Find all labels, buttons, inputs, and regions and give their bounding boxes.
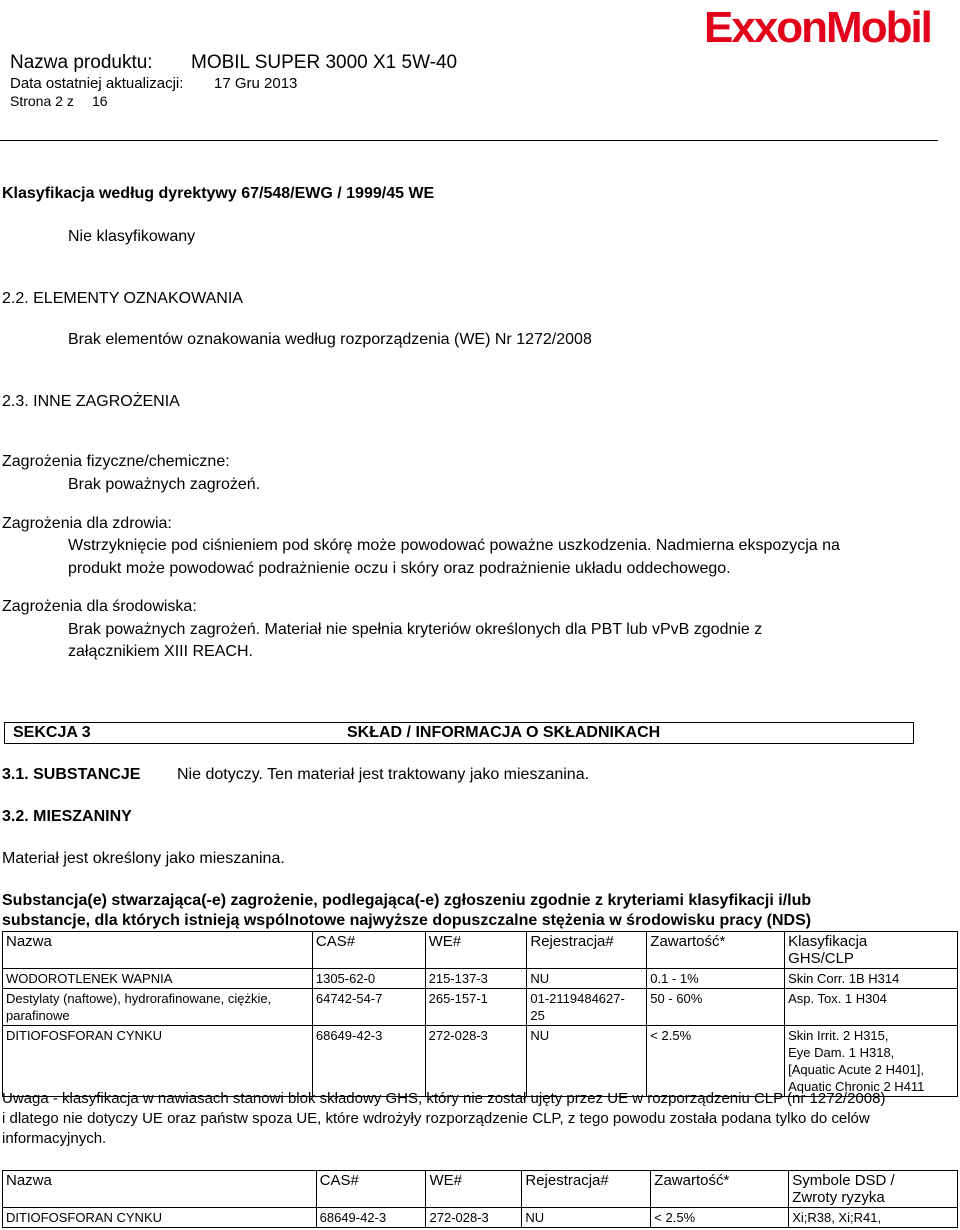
col-header-symbols-line2: Zwroty ryzyka	[792, 1189, 885, 1206]
col-header-symbols-line1: Symbole DSD /	[792, 1172, 895, 1189]
cell-content: 0.1 - 1%	[647, 969, 785, 989]
col-header-name: Nazwa	[3, 1171, 317, 1208]
date-label: Data ostatniej aktualizacji:	[10, 75, 184, 92]
substances-label: 3.1. SUBSTANCJE	[2, 766, 141, 783]
cell-classification: Skin Corr. 1B H314	[785, 969, 958, 989]
col-header-content: Zawartość*	[647, 932, 785, 969]
table-row	[3, 1208, 958, 1228]
table-header-row	[3, 932, 958, 969]
exxonmobil-logo	[702, 0, 960, 54]
cell-cas: 68649-42-3	[316, 1208, 426, 1228]
product-label: Nazwa produktu:	[10, 52, 153, 73]
cell-we: 272-028-3	[425, 1026, 527, 1097]
page-label: Strona 2 z	[10, 93, 74, 109]
product-name: MOBIL SUPER 3000 X1 5W-40	[191, 52, 458, 73]
cell-registration-line2: 25	[530, 1008, 545, 1023]
col-header-we: WE#	[425, 932, 527, 969]
mixture-text: Materiał jest określony jako mieszanina.	[2, 850, 285, 867]
cell-classification-line4: Aquatic Chronic 2 H411	[788, 1079, 925, 1094]
cell-content: < 2.5%	[647, 1026, 785, 1097]
col-header-classification-line2: GHS/CLP	[788, 950, 854, 967]
section-3-header	[4, 722, 914, 744]
env-hazards-label: Zagrożenia dla środowiska:	[2, 598, 197, 615]
health-hazards-label: Zagrożenia dla zdrowia:	[2, 515, 172, 532]
col-header-symbols	[789, 1171, 958, 1208]
cell-name: WODOROTLENEK WAPNIA	[3, 969, 313, 989]
cell-cas: 64742-54-7	[312, 989, 425, 1026]
substances-text: Nie dotyczy. Ten materiał jest traktowany jako mieszanina.	[177, 766, 590, 783]
env-hazards-line1: Brak poważnych zagrożeń. Materiał nie spełnia kryteriów określonych dla PBT lub vPvB zgodnie z	[68, 621, 763, 638]
labels-heading: 2.2. ELEMENTY OZNAKOWANIA	[2, 290, 243, 307]
physical-hazards-text: Brak poważnych zagrożeń.	[68, 476, 261, 493]
logo-wordmark: ExxonMobil	[704, 3, 931, 52]
cell-symbols: Xi;R38, Xi;R41,	[789, 1208, 958, 1228]
hazardous-substances-table	[2, 931, 958, 1097]
table-header-row	[3, 1171, 958, 1208]
labels-text: Brak elementów oznakowania według rozporządzenia (WE) Nr 1272/2008	[68, 331, 592, 348]
env-hazards-line2: załącznikiem XIII REACH.	[68, 643, 253, 660]
classification-value: Nie klasyfikowany	[68, 228, 196, 245]
col-header-cas: CAS#	[312, 932, 425, 969]
physical-hazards-label: Zagrożenia fizyczne/chemiczne:	[2, 453, 230, 470]
cell-we: 272-028-3	[426, 1208, 522, 1228]
page-total: 16	[92, 93, 108, 109]
note-line1: Uwaga - klasyfikacja w nawiasach stanowi blok składowy GHS, który nie został ujęty przez UE w rozporządzeniu CLP (nr 1272/2008)	[2, 1090, 886, 1107]
cell-we: 215-137-3	[425, 969, 527, 989]
table-row	[3, 989, 958, 1026]
col-header-registration: Rejestracja#	[527, 932, 647, 969]
health-hazards-line2: produkt może powodować podrażnienie oczu i skóry oraz podrażnienie układu oddechowego.	[68, 560, 731, 577]
note-line3: informacyjnych.	[2, 1130, 107, 1147]
col-header-registration: Rejestracja#	[522, 1171, 651, 1208]
col-header-classification-line1: Klasyfikacja	[788, 933, 868, 950]
cell-cas: 68649-42-3	[312, 1026, 425, 1097]
cell-classification-line2: Eye Dam. 1 H318,	[788, 1045, 895, 1060]
hazards-heading: 2.3. INNE ZAGROŻENIA	[2, 393, 180, 410]
health-hazards-line1: Wstrzyknięcie pod ciśnieniem pod skórę może powodować poważne uszkodzenia. Nadmierna ekspozycja na	[68, 537, 840, 554]
header-divider	[0, 140, 938, 141]
cell-classification-line1: Skin Irrit. 2 H315,	[788, 1028, 889, 1043]
cell-name-line2: parafinowe	[6, 1008, 70, 1023]
cell-classification	[785, 1026, 958, 1097]
col-header-name: Nazwa	[3, 932, 313, 969]
cell-registration: NU	[527, 969, 647, 989]
cell-cas: 1305-62-0	[312, 969, 425, 989]
cell-registration-line1: 01-2119484627-	[530, 991, 625, 1006]
cell-registration: NU	[527, 1026, 647, 1097]
exxonmobil-logo-graphic	[702, 0, 960, 54]
cell-registration: NU	[522, 1208, 651, 1228]
cell-name	[3, 989, 313, 1026]
cell-content: < 2.5%	[651, 1208, 789, 1228]
note-line2: i dlatego nie dotyczy UE oraz państw spoza UE, które wdrożyły rozporządzenie CLP, z tego powodu została podana tylko do celów	[2, 1110, 870, 1127]
table-row	[3, 969, 958, 989]
cell-classification: Asp. Tox. 1 H304	[785, 989, 958, 1026]
cell-name: DITIOFOSFORAN CYNKU	[3, 1208, 317, 1228]
col-header-we: WE#	[426, 1171, 522, 1208]
cell-registration	[527, 989, 647, 1026]
cell-name-line1: Destylaty (naftowe), hydrorafinowane, ciężkie,	[6, 991, 272, 1006]
mixtures-label: 3.2. MIESZANINY	[2, 808, 132, 825]
col-header-classification	[785, 932, 958, 969]
col-header-cas: CAS#	[316, 1171, 426, 1208]
table-title-line1: Substancja(e) stwarzająca(-e) zagrożenie, podlegająca(-e) zgłoszeniu zgodnie z kryteriami klasyfikacji i/lub	[2, 892, 812, 909]
section-title: SKŁAD / INFORMACJA O SKŁADNIKACH	[347, 724, 661, 741]
cell-name: DITIOFOSFORAN CYNKU	[3, 1026, 313, 1097]
col-header-content: Zawartość*	[651, 1171, 789, 1208]
table-row	[3, 1026, 958, 1097]
table-title-line2: substancje, dla których istnieją wspólnotowe najwyższe dopuszczalne stężenia w środowisku pracy (NDS)	[2, 912, 812, 929]
dsd-symbols-table	[2, 1170, 958, 1228]
date-value: 17 Gru 2013	[214, 75, 298, 92]
cell-classification-line3: [Aquatic Acute 2 H401],	[788, 1062, 924, 1077]
classification-heading: Klasyfikacja według dyrektywy 67/548/EWG / 1999/45 WE	[2, 185, 435, 202]
section-number: SEKCJA 3	[13, 724, 91, 741]
cell-content: 50 - 60%	[647, 989, 785, 1026]
cell-we: 265-157-1	[425, 989, 527, 1026]
